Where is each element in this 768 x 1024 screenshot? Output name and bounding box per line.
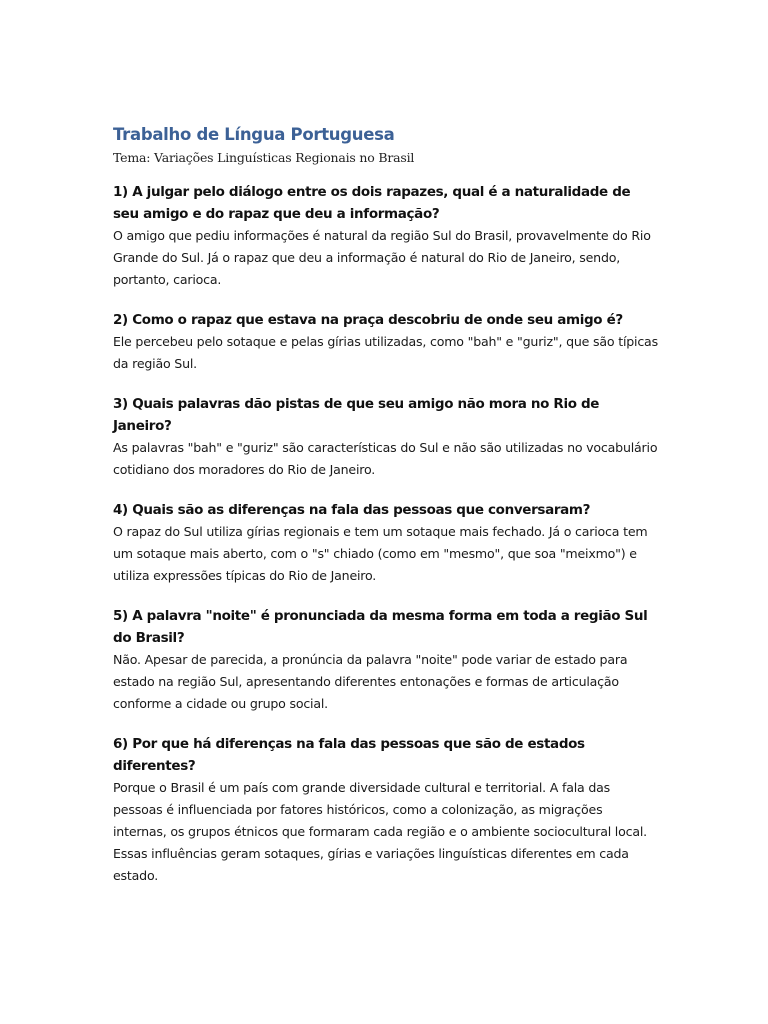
qa-item-1 (113, 181, 658, 291)
question-6: 6) Por que há diferenças na fala das pessoas que são de estados diferentes? (113, 736, 585, 774)
document-title: Trabalho de Língua Portuguesa (113, 125, 395, 144)
qa-item-4 (113, 499, 658, 587)
answer-1: O amigo que pediu informações é natural da região Sul do Brasil, provavelmente do Rio Grande do Sul. Já o rapaz que deu a informação é natural do Rio de Janeiro, sendo, portanto, carioca. (113, 228, 651, 287)
document-subtitle: Tema: Variações Linguísticas Regionais no Brasil (113, 150, 415, 165)
answer-6: Porque o Brasil é um país com grande diversidade cultural e territorial. A fala das pessoas é influenciada por fatores históricos, como a colonização, as migrações internas, os grupos étnicos que formaram cada região e o ambiente sociocultural local. Essas influências geram sotaques, gírias e variações linguísticas diferentes em cada estado. (113, 780, 647, 883)
question-4: 4) Quais são as diferenças na fala das pessoas que conversaram? (113, 502, 591, 518)
question-2: 2) Como o rapaz que estava na praça descobriu de onde seu amigo é? (113, 312, 623, 328)
document-page (113, 123, 658, 905)
question-5: 5) A palavra "noite" é pronunciada da mesma forma em toda a região Sul do Brasil? (113, 608, 648, 646)
qa-item-2 (113, 309, 658, 375)
answer-2: Ele percebeu pelo sotaque e pelas gírias utilizadas, como "bah" e "guriz", que são típicas da região Sul. (113, 334, 658, 371)
answer-3: As palavras "bah" e "guriz" são características do Sul e não são utilizadas no vocabulário cotidiano dos moradores do Rio de Janeiro. (113, 440, 658, 477)
question-3: 3) Quais palavras dão pistas de que seu amigo não mora no Rio de Janeiro? (113, 396, 600, 434)
question-1: 1) A julgar pelo diálogo entre os dois rapazes, qual é a naturalidade de seu amigo e do rapaz que deu a informação? (113, 184, 631, 222)
answer-4: O rapaz do Sul utiliza gírias regionais e tem um sotaque mais fechado. Já o carioca tem um sotaque mais aberto, com o "s" chiado (como em "mesmo", que soa "meixmo") e utiliza expressões típicas do Rio de Janeiro. (113, 524, 648, 583)
qa-item-3 (113, 393, 658, 481)
qa-item-5 (113, 605, 658, 715)
qa-item-6 (113, 733, 658, 887)
answer-5: Não. Apesar de parecida, a pronúncia da palavra "noite" pode variar de estado para estado na região Sul, apresentando diferentes entonações e formas de articulação conforme a cidade ou grupo social. (113, 652, 628, 711)
